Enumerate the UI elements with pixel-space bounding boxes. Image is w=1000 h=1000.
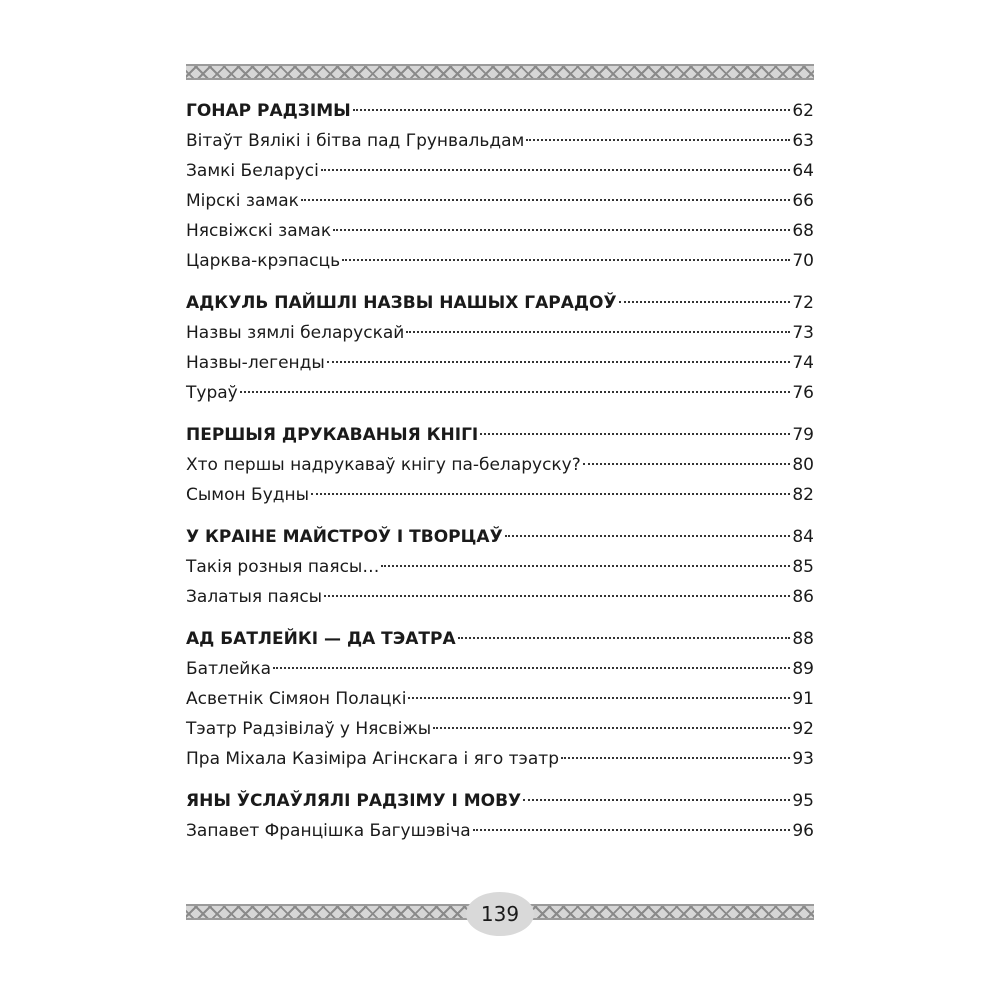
toc-page-number: 80	[792, 455, 814, 475]
toc-page-number: 64	[792, 161, 814, 181]
toc-section	[186, 96, 814, 276]
dot-leader	[381, 565, 790, 567]
dot-leader	[583, 463, 791, 465]
toc-heading-title: АД БАТЛЕЙКІ — ДА ТЭАТРА	[186, 629, 456, 649]
toc-item[interactable]	[186, 126, 814, 156]
toc-heading[interactable]	[186, 420, 814, 450]
toc-item[interactable]	[186, 480, 814, 510]
toc-item-title: Назвы-легенды	[186, 353, 325, 373]
dot-leader	[321, 169, 790, 171]
toc-item[interactable]	[186, 246, 814, 276]
toc-item-title: Замкі Беларусі	[186, 161, 319, 181]
toc-item-title: Запавет Францішка Багушэвіча	[186, 821, 471, 841]
toc-item-title: Царква-крэпасць	[186, 251, 341, 271]
toc-item-title: Пра Міхала Казіміра Агінскага і яго тэатр	[186, 749, 559, 769]
toc-item[interactable]	[186, 156, 814, 186]
toc-page-number: 91	[792, 689, 814, 709]
toc-item-title: Тэатр Радзівілаў у Нясвіжы	[186, 719, 432, 739]
toc-item[interactable]	[186, 654, 814, 684]
dot-leader	[561, 757, 790, 759]
dot-leader	[301, 199, 790, 201]
dot-leader	[240, 391, 791, 393]
toc-page-number: 86	[792, 587, 814, 607]
toc-page-number: 96	[792, 821, 814, 841]
dot-leader	[505, 535, 791, 537]
toc-heading-title: ЯНЫ ЎСЛАЎЛЯЛІ РАДЗІМУ І МОВУ	[186, 791, 522, 811]
toc-item-title: Тураў	[186, 383, 238, 403]
toc-page-number: 62	[792, 101, 814, 121]
toc-item[interactable]	[186, 816, 814, 846]
toc-page-number: 92	[792, 719, 814, 739]
toc-page-number: 82	[792, 485, 814, 505]
dot-leader	[353, 109, 791, 111]
dot-leader	[458, 637, 791, 639]
toc-heading[interactable]	[186, 522, 814, 552]
toc-section	[186, 624, 814, 774]
toc-item-title: Нясвіжскі замак	[186, 221, 332, 241]
toc-page-number: 89	[792, 659, 814, 679]
dot-leader	[480, 433, 790, 435]
table-of-contents	[186, 96, 814, 846]
toc-item-title: Хто першы надрукаваў кнігу па-беларуску?	[186, 455, 581, 475]
toc-heading-title: ГОНАР РАДЗІМЫ	[186, 101, 351, 121]
toc-section	[186, 522, 814, 612]
dot-leader	[523, 799, 790, 801]
toc-item[interactable]	[186, 378, 814, 408]
toc-section	[186, 288, 814, 408]
toc-item[interactable]	[186, 186, 814, 216]
toc-item-title: Такія розныя паясы…	[186, 557, 380, 577]
toc-section	[186, 786, 814, 846]
toc-item[interactable]	[186, 714, 814, 744]
page-number: 139	[466, 892, 534, 936]
toc-item-title: Батлейка	[186, 659, 272, 679]
dot-leader	[273, 667, 790, 669]
toc-page-number: 88	[792, 629, 814, 649]
toc-section	[186, 420, 814, 510]
toc-item[interactable]	[186, 450, 814, 480]
dot-leader	[526, 139, 790, 141]
toc-page-number: 84	[792, 527, 814, 547]
toc-page-number: 68	[792, 221, 814, 241]
dot-leader	[473, 829, 791, 831]
dot-leader	[433, 727, 790, 729]
dot-leader	[406, 331, 790, 333]
toc-heading-title: АДКУЛЬ ПАЙШЛІ НАЗВЫ НАШЫХ ГАРАДОЎ	[186, 293, 617, 313]
toc-heading[interactable]	[186, 786, 814, 816]
toc-heading[interactable]	[186, 624, 814, 654]
dot-leader	[324, 595, 790, 597]
toc-item-title: Залатыя паясы	[186, 587, 323, 607]
toc-page-number: 66	[792, 191, 814, 211]
toc-heading-title: ПЕРШЫЯ ДРУКАВАНЫЯ КНІГІ	[186, 425, 479, 445]
toc-item[interactable]	[186, 348, 814, 378]
toc-page-number: 76	[792, 383, 814, 403]
toc-item-title: Назвы зямлі беларускай	[186, 323, 405, 343]
toc-heading[interactable]	[186, 96, 814, 126]
toc-item-title: Вітаўт Вялікі і бітва пад Грунвальдам	[186, 131, 525, 151]
toc-page-number: 63	[792, 131, 814, 151]
dot-leader	[408, 697, 790, 699]
toc-heading-title: У КРАІНЕ МАЙСТРОЎ І ТВОРЦАЎ	[186, 527, 503, 547]
dot-leader	[619, 301, 791, 303]
toc-item[interactable]	[186, 318, 814, 348]
dot-leader	[311, 493, 790, 495]
toc-item[interactable]	[186, 744, 814, 774]
dot-leader	[342, 259, 790, 261]
dot-leader	[333, 229, 790, 231]
toc-page-number: 72	[792, 293, 814, 313]
toc-item-title: Асветнік Сімяон Полацкі	[186, 689, 407, 709]
toc-heading[interactable]	[186, 288, 814, 318]
toc-page-number: 85	[792, 557, 814, 577]
toc-page-number: 93	[792, 749, 814, 769]
toc-item-title: Мірскі замак	[186, 191, 299, 211]
toc-page-number: 73	[792, 323, 814, 343]
toc-item-title: Сымон Будны	[186, 485, 310, 505]
toc-item[interactable]	[186, 684, 814, 714]
toc-item[interactable]	[186, 552, 814, 582]
top-ornament-border	[186, 64, 814, 80]
dot-leader	[327, 361, 791, 363]
toc-item[interactable]	[186, 582, 814, 612]
toc-item[interactable]	[186, 216, 814, 246]
toc-page-number: 79	[792, 425, 814, 445]
toc-page-number: 70	[792, 251, 814, 271]
toc-page-number: 74	[792, 353, 814, 373]
toc-page-number: 95	[792, 791, 814, 811]
